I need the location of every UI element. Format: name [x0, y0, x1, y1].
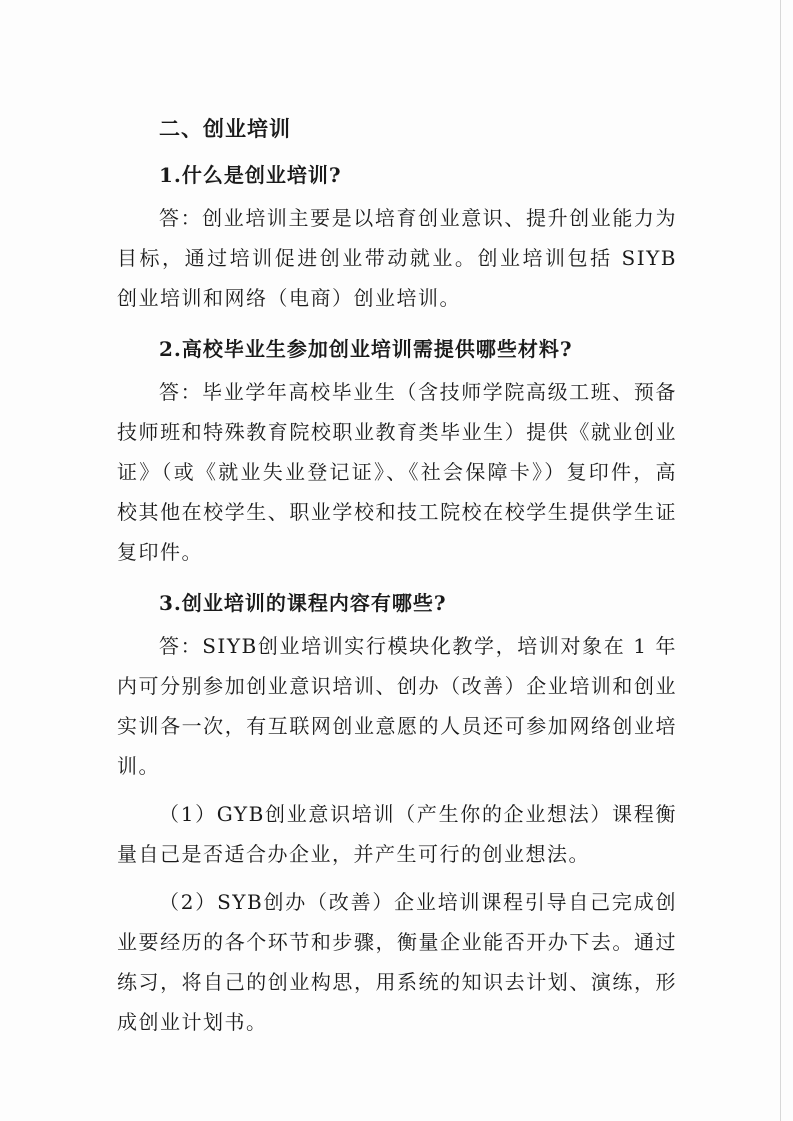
answer-1-paragraph: 答：创业培训主要是以培育创业意识、提升创业能力为目标，通过培训促进创业带动就业。创业培训包括 SIYB 创业培训和网络（电商）创业培训。	[117, 206, 677, 310]
question-2-title: 2.高校毕业生参加创业培训需提供哪些材料?	[159, 337, 573, 361]
answer-2-paragraph: 答：毕业学年高校毕业生（含技师学院高级工班、预备技师班和特殊教育院校职业教育类毕业生）提供《就业创业证》（或《就业失业登记证》、《社会保障卡》）复印件，高校其他在校学生、职业学校和技工院校在校学生提供学生证复印件。	[117, 380, 677, 564]
answer-3-paragraph: 答：SIYB创业培训实行模块化教学，培训对象在 1 年内可分别参加创业意识培训、创办（改善）企业培训和创业实训各一次，有互联网创业意愿的人员还可参加网络创业培训。	[117, 634, 677, 778]
scan-edge-line	[780, 0, 781, 1121]
question-3-title: 3.创业培训的课程内容有哪些?	[159, 591, 447, 615]
section-title: 二、创业培训	[159, 116, 291, 141]
answer-3-gyb-paragraph: （1）GYB创业意识培训（产生你的企业想法）课程衡量自己是否适合办企业，并产生可行的创业想法。	[117, 802, 677, 866]
question-1-title: 1.什么是创业培训?	[159, 163, 342, 187]
answer-3-syb-paragraph: （2）SYB创办（改善）企业培训课程引导自己完成创业要经历的各个环节和步骤，衡量企业能否开办下去。通过练习，将自己的创业构思，用系统的知识去计划、演练，形成创业计划书。	[117, 890, 677, 1034]
document-body	[117, 106, 677, 1042]
